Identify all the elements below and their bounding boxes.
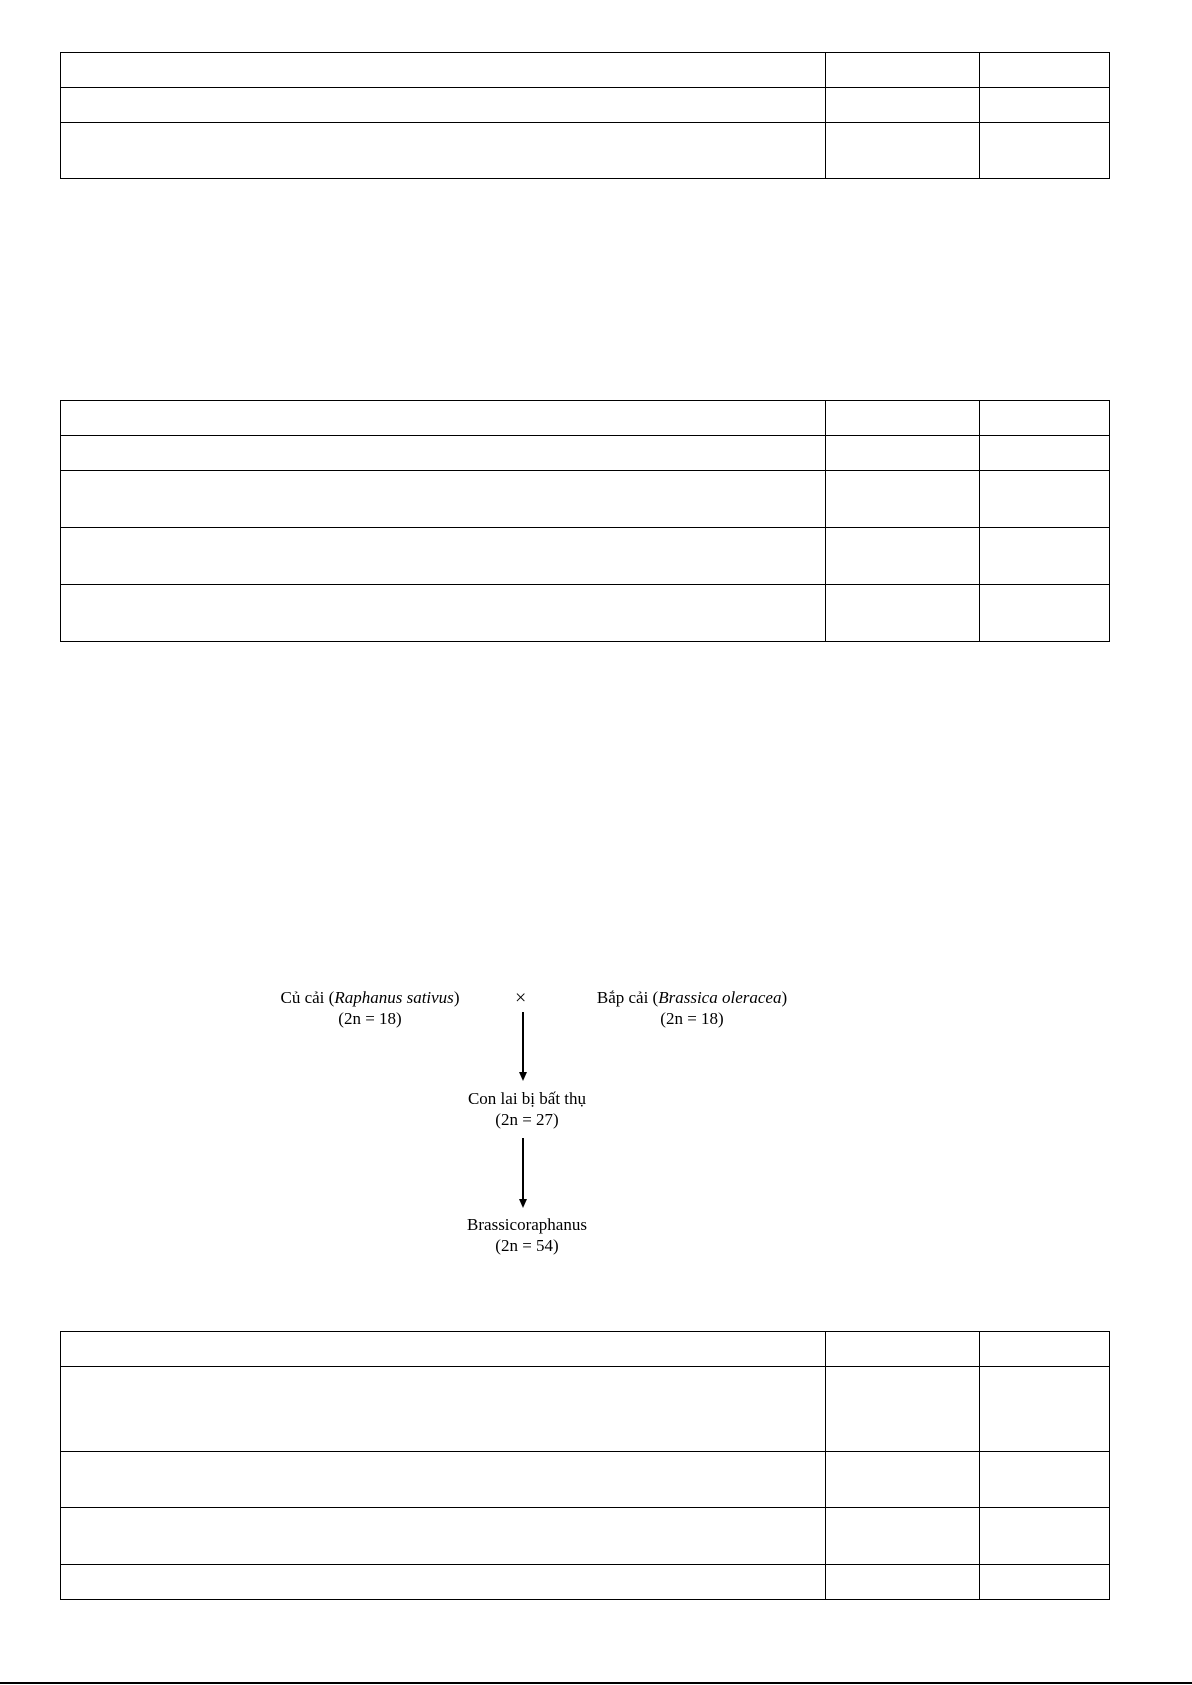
table-cell bbox=[826, 53, 980, 88]
cross-symbol: × bbox=[515, 987, 527, 1009]
table-cell bbox=[826, 88, 980, 123]
table-cell bbox=[61, 1452, 826, 1508]
table-row bbox=[61, 53, 1110, 88]
parent-cabbage-scientific-name: Brassica oleracea bbox=[658, 988, 782, 1007]
parent-cabbage-label bbox=[584, 987, 800, 1029]
parent-radish-scientific-name: Raphanus sativus bbox=[334, 988, 454, 1007]
brassicoraphanus-chromosomes: (2n = 54) bbox=[495, 1236, 559, 1255]
table-cell bbox=[61, 585, 826, 642]
table-row bbox=[61, 1367, 1110, 1452]
down-arrow-icon bbox=[517, 1136, 529, 1209]
table-cell bbox=[61, 1508, 826, 1565]
table-row bbox=[61, 436, 1110, 471]
table-cell bbox=[980, 53, 1110, 88]
table-cell bbox=[980, 401, 1110, 436]
sterile-hybrid-name: Con lai bị bất thụ bbox=[467, 1089, 587, 1108]
table-cell bbox=[61, 528, 826, 585]
sterile-hybrid-label bbox=[427, 1088, 627, 1130]
table-cell bbox=[826, 528, 980, 585]
parent-radish-label bbox=[262, 987, 478, 1029]
table-row bbox=[61, 123, 1110, 179]
table-cell bbox=[826, 1332, 980, 1367]
page-bottom-divider bbox=[0, 1682, 1192, 1684]
table-cell bbox=[61, 1565, 826, 1600]
table-cell bbox=[826, 401, 980, 436]
table-cell bbox=[980, 471, 1110, 528]
table-cell bbox=[61, 471, 826, 528]
table-cell bbox=[980, 123, 1110, 179]
table-cell bbox=[61, 436, 826, 471]
table-cell bbox=[980, 88, 1110, 123]
table-cell bbox=[61, 123, 826, 179]
table-cell bbox=[826, 585, 980, 642]
table-cell bbox=[826, 1565, 980, 1600]
table-cell bbox=[826, 123, 980, 179]
table-cell bbox=[826, 1508, 980, 1565]
table-cell bbox=[980, 1508, 1110, 1565]
paren-close: ) bbox=[781, 988, 788, 1007]
parent-cabbage-chromosomes: (2n = 18) bbox=[660, 1009, 724, 1028]
parent-cabbage-common-name: Bắp cải ( bbox=[596, 988, 659, 1007]
table-cell bbox=[826, 1452, 980, 1508]
table-row bbox=[61, 1332, 1110, 1367]
table-row bbox=[61, 528, 1110, 585]
down-arrow-icon bbox=[517, 1010, 529, 1082]
brassicoraphanus-name: Brassicoraphanus bbox=[467, 1215, 587, 1234]
table-cell bbox=[980, 1332, 1110, 1367]
parent-radish-chromosomes: (2n = 18) bbox=[338, 1009, 402, 1028]
table-row bbox=[61, 471, 1110, 528]
table-cell bbox=[980, 1367, 1110, 1452]
table-cell bbox=[980, 1452, 1110, 1508]
parent-radish-common-name: Củ cải ( bbox=[280, 988, 335, 1007]
table-row bbox=[61, 1452, 1110, 1508]
answer-table-1 bbox=[60, 52, 1110, 179]
table-cell bbox=[826, 471, 980, 528]
table-row bbox=[61, 585, 1110, 642]
table-row bbox=[61, 88, 1110, 123]
table-cell bbox=[980, 585, 1110, 642]
table-cell bbox=[980, 528, 1110, 585]
table-row bbox=[61, 1565, 1110, 1600]
table-cell bbox=[61, 53, 826, 88]
table-cell bbox=[61, 88, 826, 123]
table-cell bbox=[980, 1565, 1110, 1600]
table-row bbox=[61, 401, 1110, 436]
table-cell bbox=[826, 1367, 980, 1452]
answer-table-2 bbox=[60, 400, 1110, 642]
table-row bbox=[61, 1508, 1110, 1565]
table-cell bbox=[980, 436, 1110, 471]
sterile-hybrid-chromosomes: (2n = 27) bbox=[495, 1110, 559, 1129]
table-cell bbox=[826, 436, 980, 471]
brassicoraphanus-label bbox=[427, 1214, 627, 1256]
paren-close: ) bbox=[453, 988, 460, 1007]
table-cell bbox=[61, 1332, 826, 1367]
table-cell bbox=[61, 1367, 826, 1452]
table-cell bbox=[61, 401, 826, 436]
answer-table-3 bbox=[60, 1331, 1110, 1600]
